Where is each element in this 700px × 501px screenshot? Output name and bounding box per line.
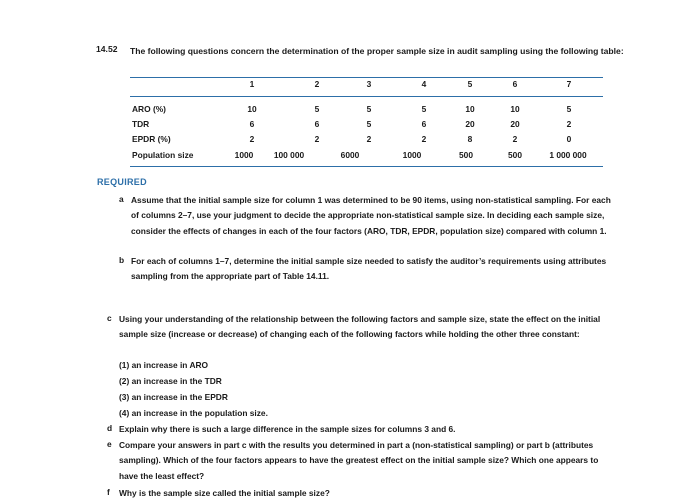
- col-header-2: 2: [314, 79, 320, 89]
- table-bottom-rule: [130, 166, 603, 167]
- table-cell: 500: [508, 150, 522, 160]
- col-header-5: 5: [467, 79, 473, 89]
- question-number: 14.52: [96, 44, 118, 54]
- table-cell: 2: [566, 119, 572, 129]
- col-header-7: 7: [566, 79, 572, 89]
- col-header-6: 6: [512, 79, 518, 89]
- table-cell: 20: [465, 119, 475, 129]
- table-cell: 1000: [402, 150, 422, 160]
- table-cell: 5: [366, 119, 372, 129]
- table-cell: 1 000 000: [549, 150, 587, 160]
- part-c-letter: c: [107, 313, 112, 323]
- part-e-letter: e: [107, 439, 112, 449]
- row-label-population-size: Population size: [132, 150, 194, 160]
- table-cell: 10: [465, 104, 475, 114]
- part-c-item-3: (3) an increase in the EPDR: [119, 392, 228, 402]
- table-top-rule: [130, 77, 603, 78]
- part-e-text: Compare your answers in part c with the results you determined in part a (non-statistical sampling) or part b (attributes sampling). Which of the four factors appears to have the greatest effect on the initial sample size? Which one appears to have the least effect?: [119, 440, 599, 481]
- table-cell: 5: [366, 104, 372, 114]
- row-label-tdr: TDR: [132, 119, 150, 129]
- col-header-1: 1: [249, 79, 255, 89]
- part-b-text: For each of columns 1–7, determine the initial sample size needed to satisfy the auditor’s requirements using attributes sampling from the appropriate part of Table 14.11.: [131, 256, 607, 282]
- table-cell: 500: [459, 150, 473, 160]
- part-c-item-4: (4) an increase in the population size.: [119, 408, 268, 418]
- row-label-aro: ARO (%): [132, 104, 166, 114]
- table-cell: 5: [314, 104, 320, 114]
- question-intro: The following questions concern the determination of the proper sample size in audit sampling using the following table:: [130, 46, 624, 56]
- table-cell: 1000: [234, 150, 254, 160]
- part-a-letter: a: [119, 194, 124, 204]
- part-c-text: Using your understanding of the relationship between the following factors and sample size, state the effect on the initial sample size (increase or decrease) of changing each of the following factors while holding the other three constant:: [119, 314, 601, 340]
- table-cell: 6: [421, 119, 427, 129]
- table-header-rule: [130, 96, 603, 97]
- table-cell: 5: [421, 104, 427, 114]
- col-header-3: 3: [366, 79, 372, 89]
- table-cell: 20: [510, 119, 520, 129]
- part-b-letter: b: [119, 255, 125, 265]
- table-cell: 5: [566, 104, 572, 114]
- table-cell: 10: [247, 104, 257, 114]
- part-a-text: Assume that the initial sample size for column 1 was determined to be 90 items, using non-statistical sampling. For each of columns 2–7, use your judgment to decide the appropriate non-statistical sample size. In deciding each sample size, consider the effects of changes in each of the four factors (ARO, TDR, EPDR, population size) compared with column 1.: [131, 195, 611, 236]
- part-d-text: Explain why there is such a large difference in the sample sizes for columns 3 and 6.: [119, 424, 456, 434]
- part-f-letter: f: [107, 487, 110, 497]
- row-label-epdr: EPDR (%): [132, 134, 171, 144]
- required-heading: REQUIRED: [97, 177, 147, 187]
- table-cell: 2: [512, 134, 518, 144]
- table-cell: 6: [249, 119, 255, 129]
- table-cell: 2: [314, 134, 320, 144]
- table-cell: 100 000: [273, 150, 305, 160]
- part-c-item-2: (2) an increase in the TDR: [119, 376, 222, 386]
- table-cell: 6000: [340, 150, 360, 160]
- part-c-item-1: (1) an increase in ARO: [119, 360, 209, 370]
- part-f-text: Why is the sample size called the initial sample size?: [119, 488, 330, 498]
- table-cell: 2: [366, 134, 372, 144]
- table-cell: 2: [249, 134, 255, 144]
- part-d-letter: d: [107, 423, 113, 433]
- table-cell: 10: [510, 104, 520, 114]
- table-cell: 6: [314, 119, 320, 129]
- table-cell: 2: [421, 134, 427, 144]
- table-cell: 8: [467, 134, 473, 144]
- table-cell: 0: [566, 134, 572, 144]
- col-header-4: 4: [421, 79, 427, 89]
